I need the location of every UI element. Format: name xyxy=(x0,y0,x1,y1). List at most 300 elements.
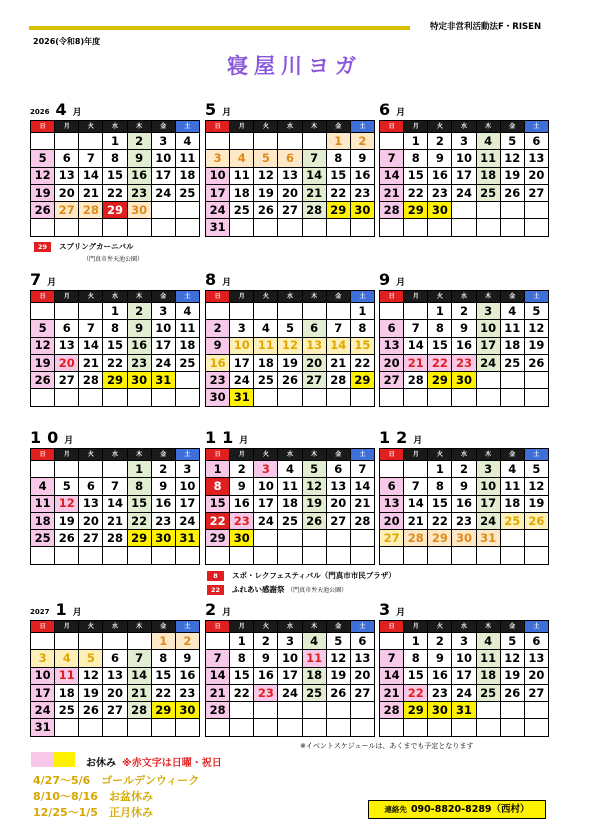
day-cell: 30 xyxy=(452,530,476,547)
day-cell xyxy=(79,547,103,564)
month-unit: 月 xyxy=(396,278,406,288)
day-cell: 2 xyxy=(151,461,175,478)
day-cell: 4 xyxy=(278,461,302,478)
day-cell: 11 xyxy=(500,478,524,495)
week-row xyxy=(31,667,200,684)
day-cell xyxy=(500,219,524,236)
day-cell: 30 xyxy=(452,372,476,389)
day-cell: 11 xyxy=(31,495,55,512)
day-cell xyxy=(175,372,199,389)
month-calendar-8 xyxy=(205,270,375,407)
day-cell: 27 xyxy=(79,530,103,547)
week-row xyxy=(31,202,200,219)
weekday-header: 日 xyxy=(206,291,230,303)
day-cell: 8 xyxy=(428,320,452,337)
day-cell: 4 xyxy=(55,650,79,667)
day-cell: 16 xyxy=(452,495,476,512)
day-cell: 31 xyxy=(230,389,254,406)
day-cell: 27 xyxy=(302,372,326,389)
day-cell: 31 xyxy=(151,372,175,389)
weekday-header: 水 xyxy=(103,621,127,633)
day-cell: 17 xyxy=(151,337,175,354)
day-cell: 13 xyxy=(326,478,350,495)
day-cell: 27 xyxy=(524,184,548,201)
day-cell xyxy=(278,389,302,406)
week-row xyxy=(206,320,375,337)
day-cell xyxy=(254,719,278,736)
day-cell: 4 xyxy=(302,633,326,650)
month-calendar-3 xyxy=(379,600,549,737)
day-cell: 5 xyxy=(55,478,79,495)
day-cell: 29 xyxy=(404,202,428,219)
day-cell: 20 xyxy=(524,667,548,684)
day-cell: 22 xyxy=(350,354,374,371)
day-cell: 25 xyxy=(476,684,500,701)
day-cell: 14 xyxy=(79,167,103,184)
weekday-header: 日 xyxy=(206,621,230,633)
day-cell: 23 xyxy=(452,354,476,371)
day-cell: 22 xyxy=(151,684,175,701)
month-unit: 月 xyxy=(222,608,232,618)
day-cell: 13 xyxy=(302,337,326,354)
week-row xyxy=(31,512,200,529)
day-cell xyxy=(254,219,278,236)
day-cell: 28 xyxy=(350,512,374,529)
weekday-header: 土 xyxy=(350,621,374,633)
day-cell: 28 xyxy=(380,202,404,219)
day-cell: 7 xyxy=(404,320,428,337)
day-cell: 14 xyxy=(103,495,127,512)
calendar-grid xyxy=(379,290,549,407)
day-cell: 4 xyxy=(31,478,55,495)
day-cell: 27 xyxy=(278,202,302,219)
day-cell xyxy=(476,702,500,719)
day-cell xyxy=(524,372,548,389)
day-cell: 1 xyxy=(127,461,151,478)
weekday-header: 日 xyxy=(31,621,55,633)
day-cell xyxy=(278,547,302,564)
day-cell: 7 xyxy=(103,478,127,495)
weekday-header: 水 xyxy=(103,291,127,303)
weekday-header: 土 xyxy=(175,121,199,133)
day-cell: 24 xyxy=(230,372,254,389)
weekday-header: 月 xyxy=(230,121,254,133)
day-cell: 16 xyxy=(428,667,452,684)
weekday-header: 月 xyxy=(404,621,428,633)
day-cell: 27 xyxy=(103,702,127,719)
day-cell: 26 xyxy=(278,372,302,389)
week-row xyxy=(380,354,549,371)
day-cell: 10 xyxy=(254,478,278,495)
day-cell xyxy=(524,719,548,736)
day-cell: 7 xyxy=(127,650,151,667)
day-cell xyxy=(524,219,548,236)
day-cell xyxy=(175,219,199,236)
day-cell: 9 xyxy=(452,320,476,337)
day-cell: 17 xyxy=(254,495,278,512)
day-cell: 15 xyxy=(428,495,452,512)
day-cell xyxy=(175,547,199,564)
day-cell xyxy=(350,547,374,564)
weekday-header: 日 xyxy=(31,291,55,303)
day-cell xyxy=(230,547,254,564)
month-calendar-11 xyxy=(205,428,375,565)
day-cell: 11 xyxy=(254,337,278,354)
day-cell xyxy=(500,389,524,406)
day-cell: 19 xyxy=(326,667,350,684)
week-row xyxy=(380,303,549,320)
weekday-header: 木 xyxy=(302,621,326,633)
day-cell: 29 xyxy=(151,702,175,719)
week-row xyxy=(380,667,549,684)
month-unit: 月 xyxy=(239,436,249,446)
month-calendar-1 xyxy=(30,600,200,737)
weekday-header: 金 xyxy=(500,621,524,633)
day-cell: 6 xyxy=(380,478,404,495)
day-cell: 29 xyxy=(326,202,350,219)
day-cell: 14 xyxy=(79,337,103,354)
event-sports-festival xyxy=(207,570,396,581)
day-cell: 19 xyxy=(31,354,55,371)
day-cell xyxy=(278,530,302,547)
day-cell: 29 xyxy=(350,372,374,389)
day-cell: 2 xyxy=(127,133,151,150)
month-unit: 月 xyxy=(72,608,82,618)
month-heading xyxy=(205,100,231,119)
week-row xyxy=(206,633,375,650)
day-cell: 20 xyxy=(302,354,326,371)
day-cell: 30 xyxy=(350,202,374,219)
day-cell: 30 xyxy=(151,530,175,547)
day-cell xyxy=(31,303,55,320)
day-cell xyxy=(428,389,452,406)
day-cell: 7 xyxy=(206,650,230,667)
day-cell xyxy=(230,133,254,150)
weekday-header: 木 xyxy=(302,449,326,461)
day-cell: 28 xyxy=(380,702,404,719)
day-cell: 25 xyxy=(302,684,326,701)
contact-phone[interactable]: 090-8820-8289（西村） xyxy=(410,804,530,815)
week-row xyxy=(206,354,375,371)
day-cell: 16 xyxy=(350,167,374,184)
legend-red-label: ※赤文字は日曜・祝日 xyxy=(122,758,222,769)
day-cell: 15 xyxy=(326,167,350,184)
day-cell: 11 xyxy=(175,150,199,167)
day-cell: 16 xyxy=(206,354,230,371)
day-cell: 4 xyxy=(476,633,500,650)
day-cell: 21 xyxy=(380,184,404,201)
weekday-header: 水 xyxy=(452,121,476,133)
day-cell: 2 xyxy=(206,320,230,337)
day-cell: 21 xyxy=(326,354,350,371)
week-row xyxy=(206,719,375,736)
day-cell: 4 xyxy=(500,461,524,478)
day-cell: 16 xyxy=(175,667,199,684)
day-cell: 16 xyxy=(230,495,254,512)
day-cell xyxy=(254,389,278,406)
day-cell xyxy=(31,133,55,150)
week-row xyxy=(31,461,200,478)
day-cell: 28 xyxy=(79,202,103,219)
day-cell: 8 xyxy=(428,478,452,495)
day-cell: 9 xyxy=(428,150,452,167)
day-cell xyxy=(302,303,326,320)
day-cell xyxy=(326,389,350,406)
week-row xyxy=(31,530,200,547)
schedule-note: ※イベントスケジュールは、あくまでも予定となります xyxy=(300,742,474,750)
day-cell: 23 xyxy=(230,512,254,529)
day-cell: 7 xyxy=(79,320,103,337)
weekday-header: 金 xyxy=(151,121,175,133)
day-cell: 7 xyxy=(404,478,428,495)
day-cell: 19 xyxy=(500,667,524,684)
day-cell xyxy=(79,719,103,736)
day-cell: 30 xyxy=(428,702,452,719)
day-cell: 23 xyxy=(428,684,452,701)
day-cell: 16 xyxy=(254,667,278,684)
page-title: 寝屋川ヨガ xyxy=(227,54,362,78)
day-cell: 3 xyxy=(476,303,500,320)
day-cell: 2 xyxy=(428,133,452,150)
weekday-header: 水 xyxy=(278,121,302,133)
week-row xyxy=(380,337,549,354)
month-calendar-9 xyxy=(379,270,549,407)
month-heading xyxy=(379,100,405,119)
day-cell: 23 xyxy=(452,512,476,529)
day-cell: 16 xyxy=(452,337,476,354)
day-cell: 4 xyxy=(476,133,500,150)
day-cell: 4 xyxy=(175,133,199,150)
weekday-header: 木 xyxy=(127,121,151,133)
weekday-header: 金 xyxy=(151,621,175,633)
day-cell: 18 xyxy=(254,354,278,371)
day-cell: 22 xyxy=(206,512,230,529)
day-cell: 29 xyxy=(103,202,127,219)
day-cell: 11 xyxy=(302,650,326,667)
day-cell: 1 xyxy=(404,133,428,150)
month-number: 6 xyxy=(379,100,397,119)
day-cell: 15 xyxy=(230,667,254,684)
day-cell: 1 xyxy=(230,633,254,650)
day-cell: 12 xyxy=(55,495,79,512)
day-cell: 4 xyxy=(254,320,278,337)
day-cell xyxy=(524,202,548,219)
day-cell xyxy=(79,133,103,150)
day-cell: 3 xyxy=(254,461,278,478)
weekday-header: 月 xyxy=(55,621,79,633)
weekday-header: 土 xyxy=(350,121,374,133)
weekday-header: 日 xyxy=(206,121,230,133)
day-cell: 7 xyxy=(79,150,103,167)
day-cell: 7 xyxy=(380,650,404,667)
week-row xyxy=(31,303,200,320)
week-row xyxy=(31,702,200,719)
day-cell xyxy=(404,719,428,736)
day-cell: 10 xyxy=(476,478,500,495)
legend-text xyxy=(86,754,222,769)
day-cell: 15 xyxy=(151,667,175,684)
day-cell xyxy=(254,530,278,547)
contact-box xyxy=(368,800,546,819)
day-cell: 23 xyxy=(428,184,452,201)
day-cell: 3 xyxy=(31,650,55,667)
month-unit: 月 xyxy=(222,278,232,288)
day-cell xyxy=(254,547,278,564)
day-cell: 3 xyxy=(452,633,476,650)
week-row xyxy=(380,184,549,201)
weekday-header: 金 xyxy=(151,449,175,461)
weekday-header: 火 xyxy=(428,449,452,461)
day-cell: 21 xyxy=(404,512,428,529)
day-cell: 27 xyxy=(55,202,79,219)
day-cell: 13 xyxy=(380,337,404,354)
week-row xyxy=(380,530,549,547)
day-cell: 1 xyxy=(350,303,374,320)
day-cell: 10 xyxy=(452,650,476,667)
day-cell xyxy=(302,719,326,736)
weekday-header: 金 xyxy=(326,291,350,303)
day-cell xyxy=(500,719,524,736)
calendar-grid xyxy=(205,448,375,565)
weekday-header: 土 xyxy=(524,449,548,461)
weekday-header: 金 xyxy=(500,121,524,133)
month-calendar-6 xyxy=(379,100,549,237)
day-cell xyxy=(500,372,524,389)
holiday-obon: 8/10～8/16 お盆休み xyxy=(33,790,153,803)
week-row xyxy=(31,150,200,167)
day-cell: 5 xyxy=(524,461,548,478)
day-cell: 31 xyxy=(476,530,500,547)
weekday-header: 月 xyxy=(404,291,428,303)
day-cell: 9 xyxy=(452,478,476,495)
weekday-header: 土 xyxy=(175,449,199,461)
day-cell: 13 xyxy=(350,650,374,667)
day-cell: 7 xyxy=(326,320,350,337)
weekday-header: 火 xyxy=(254,121,278,133)
day-cell: 25 xyxy=(55,702,79,719)
day-cell: 2 xyxy=(452,303,476,320)
day-cell: 14 xyxy=(380,167,404,184)
day-cell: 6 xyxy=(350,633,374,650)
event-name: スプリングカーニバル xyxy=(59,242,134,251)
weekday-header: 火 xyxy=(428,291,452,303)
legend xyxy=(31,752,231,772)
weekday-header: 木 xyxy=(127,291,151,303)
week-row xyxy=(380,478,549,495)
week-row xyxy=(206,167,375,184)
day-cell: 18 xyxy=(31,512,55,529)
day-cell: 8 xyxy=(151,650,175,667)
day-cell: 4 xyxy=(230,150,254,167)
day-cell: 17 xyxy=(151,167,175,184)
weekday-header: 火 xyxy=(79,449,103,461)
day-cell: 2 xyxy=(350,133,374,150)
organization-name: 特定非営利活動法F・RISEN xyxy=(430,22,542,32)
day-cell xyxy=(31,389,55,406)
day-cell: 12 xyxy=(326,650,350,667)
day-cell: 28 xyxy=(404,530,428,547)
month-unit: 月 xyxy=(72,108,82,118)
weekday-header: 火 xyxy=(254,449,278,461)
weekday-header: 木 xyxy=(476,621,500,633)
day-cell xyxy=(326,547,350,564)
day-cell: 1 xyxy=(103,133,127,150)
week-row xyxy=(380,219,549,236)
day-cell: 1 xyxy=(103,303,127,320)
day-cell xyxy=(230,303,254,320)
day-cell xyxy=(452,389,476,406)
week-row xyxy=(206,495,375,512)
day-cell: 3 xyxy=(278,633,302,650)
day-cell: 6 xyxy=(524,633,548,650)
event-place: （門真市弁天池公園） xyxy=(287,587,348,594)
weekday-header: 水 xyxy=(452,291,476,303)
day-cell: 1 xyxy=(428,461,452,478)
day-cell: 26 xyxy=(55,530,79,547)
day-cell: 16 xyxy=(151,495,175,512)
day-cell xyxy=(103,633,127,650)
week-row xyxy=(380,633,549,650)
weekday-header: 月 xyxy=(230,291,254,303)
day-cell: 14 xyxy=(350,478,374,495)
day-cell xyxy=(404,547,428,564)
weekday-header: 土 xyxy=(524,291,548,303)
month-calendar-12 xyxy=(379,428,549,565)
day-cell xyxy=(206,133,230,150)
day-cell xyxy=(278,303,302,320)
day-cell: 8 xyxy=(206,478,230,495)
month-heading xyxy=(205,270,231,289)
day-cell: 27 xyxy=(380,530,404,547)
day-cell: 18 xyxy=(500,495,524,512)
day-cell: 9 xyxy=(151,478,175,495)
week-row xyxy=(31,337,200,354)
day-cell: 26 xyxy=(302,512,326,529)
day-cell: 26 xyxy=(500,684,524,701)
day-cell xyxy=(476,547,500,564)
calendar-grid xyxy=(379,620,549,737)
day-cell xyxy=(103,219,127,236)
month-heading xyxy=(205,428,248,447)
day-cell xyxy=(103,389,127,406)
legend-yellow-swatch xyxy=(53,752,75,767)
day-cell: 21 xyxy=(380,684,404,701)
day-cell: 11 xyxy=(230,167,254,184)
day-cell: 12 xyxy=(524,478,548,495)
day-cell xyxy=(380,633,404,650)
event-name: スポ・レクフェスティバル xyxy=(232,571,321,580)
day-cell: 1 xyxy=(326,133,350,150)
week-row xyxy=(206,219,375,236)
day-cell: 10 xyxy=(476,320,500,337)
weekday-header: 火 xyxy=(428,121,452,133)
week-row xyxy=(31,133,200,150)
day-cell: 7 xyxy=(302,150,326,167)
week-row xyxy=(206,337,375,354)
week-row xyxy=(31,478,200,495)
day-cell: 29 xyxy=(404,702,428,719)
day-cell: 17 xyxy=(175,495,199,512)
month-number: 1 xyxy=(55,600,73,619)
day-cell: 10 xyxy=(452,150,476,167)
month-number: 9 xyxy=(379,270,397,289)
day-cell: 24 xyxy=(254,512,278,529)
day-cell: 19 xyxy=(254,184,278,201)
day-cell xyxy=(31,219,55,236)
day-cell: 5 xyxy=(500,133,524,150)
day-cell: 14 xyxy=(380,667,404,684)
day-cell: 21 xyxy=(127,684,151,701)
